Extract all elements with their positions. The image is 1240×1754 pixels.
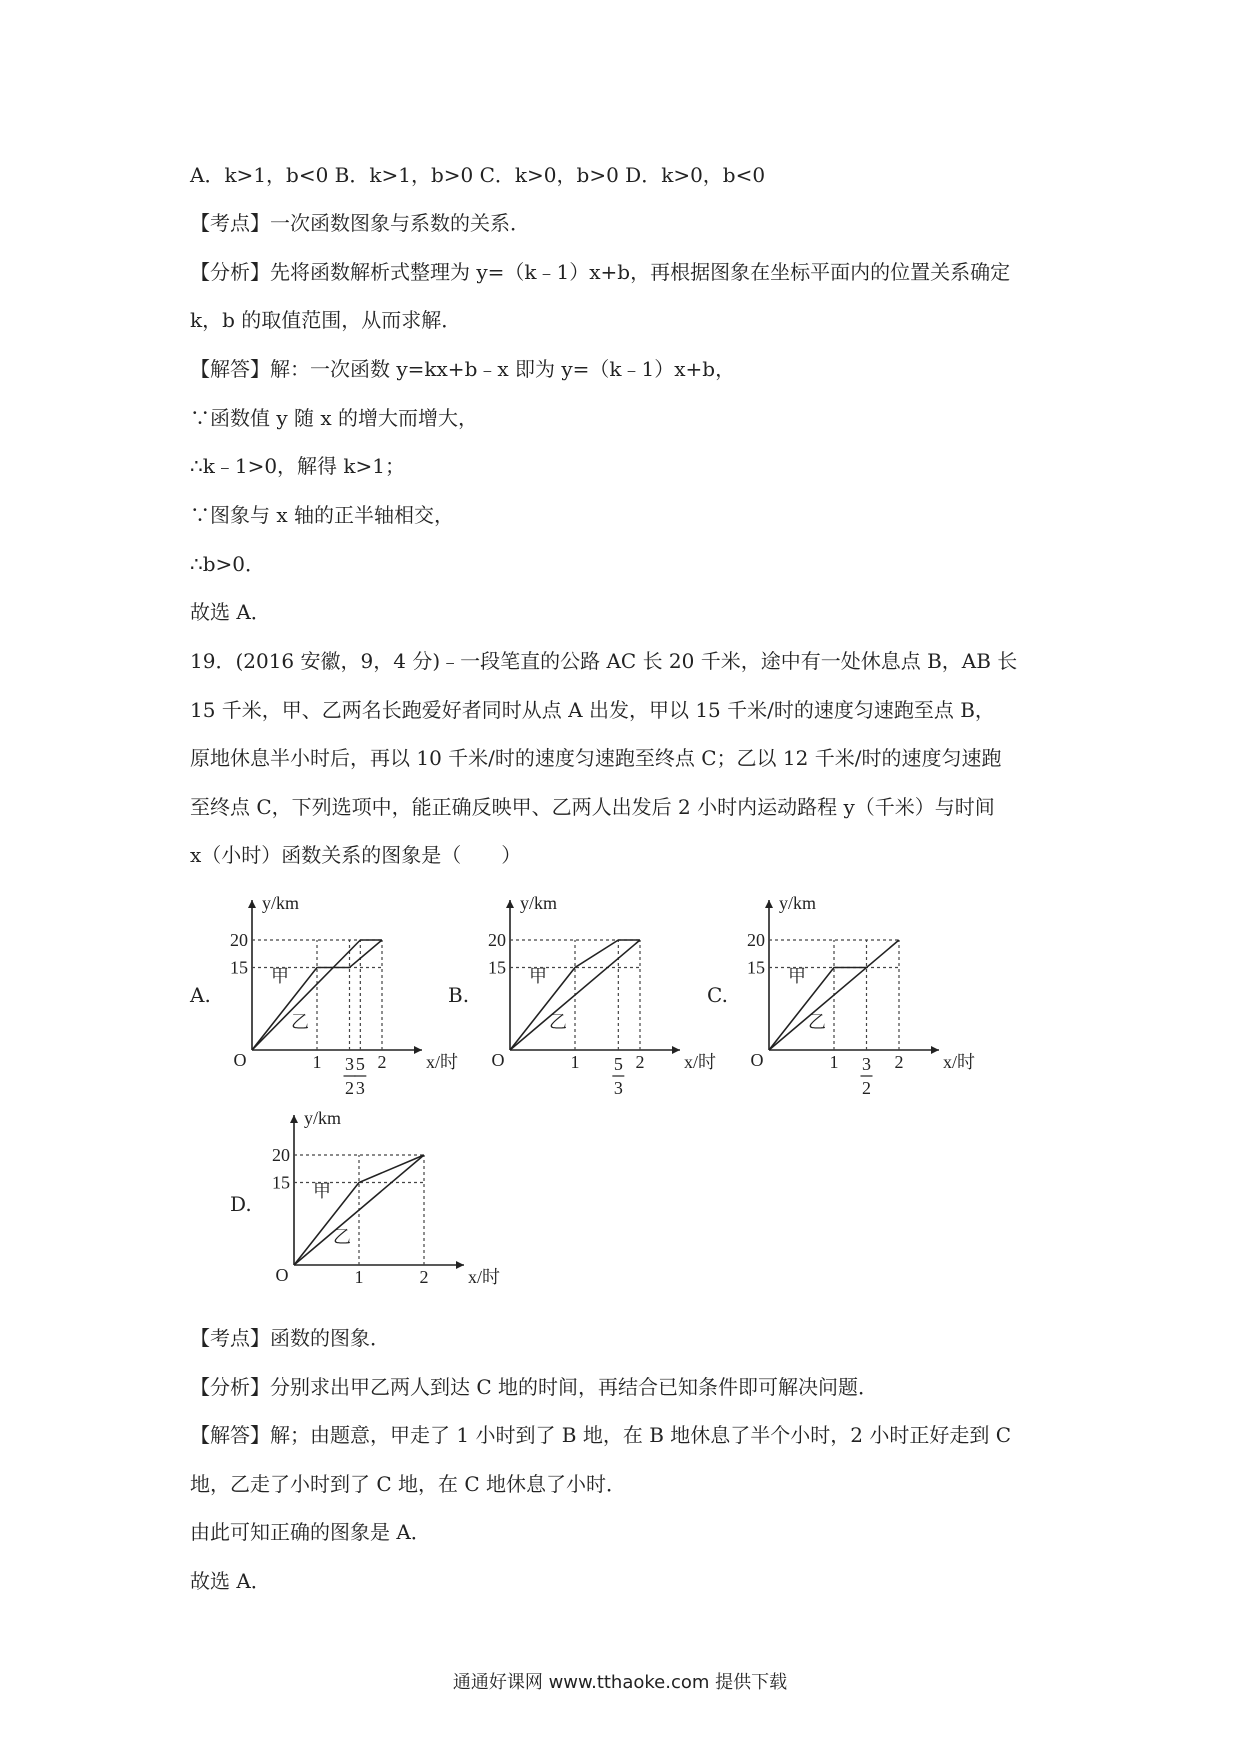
y-tick-label: 15 (488, 957, 506, 978)
text-line-14: 至终点 C，下列选项中，能正确反映甲、乙两人出发后 2 小时内运动路程 y（千米）与时间 (190, 795, 995, 819)
x-tick-denominator: 3 (355, 1078, 365, 1098)
option-b-label: B. (448, 983, 470, 1007)
y-axis-arrow (506, 900, 514, 908)
text-line-9: ∴b>0． (190, 552, 266, 576)
origin-label: O (491, 1050, 505, 1070)
text-line-16: 【考点】函数的图象． (190, 1326, 390, 1350)
text-line-21: 故选 A． (190, 1569, 271, 1593)
x-tick-label: 1 (354, 1267, 364, 1287)
text-line-17: 【分析】分别求出甲乙两人到达 C 地的时间，再结合已知条件即可解决问题． (190, 1375, 879, 1399)
graph-d (272, 1108, 501, 1300)
x-tick-numerator: 3 (345, 1054, 354, 1074)
text-line-13: 原地休息半小时后，再以 10 千米/时的速度匀速跑至终点 C；乙以 12 千米/时的速度匀速跑 (190, 746, 1002, 770)
text-line-12: 15 千米，甲、乙两名长跑爱好者同时从点 A 出发，甲以 15 千米/时的速度匀速跑至点 B， (190, 698, 995, 722)
origin-label: O (233, 1050, 247, 1070)
x-axis-arrow (414, 1046, 422, 1054)
x-tick-numerator: 5 (355, 1054, 365, 1074)
option-c-label: C. (707, 983, 728, 1007)
x-axis-label: x/时 (943, 1052, 976, 1072)
x-tick-numerator: 5 (613, 1054, 623, 1074)
x-axis-label: x/时 (468, 1267, 501, 1287)
text-line-2: 【考点】一次函数图象与系数的关系． (190, 211, 530, 235)
text-line-15: x（小时）函数关系的图象是（ ） (190, 843, 522, 867)
x-tick-denominator: 2 (862, 1078, 871, 1098)
text-line-18: 【解答】解；由题意，甲走了 1 小时到了 B 地，在 B 地休息了半个小时，2 小时正好走到 C (190, 1423, 1012, 1447)
text-line-10: 故选 A． (190, 600, 271, 624)
series-yi-line (294, 1155, 424, 1265)
x-axis-arrow (456, 1261, 464, 1269)
x-tick-label: 2 (894, 1052, 904, 1072)
x-tick-label: 2 (377, 1052, 387, 1072)
footer: 通通好课网 www.tthaoke.com 提供下载 (452, 1672, 788, 1693)
text-line-3: 【分析】先将函数解析式整理为 y=（k﹣1）x+b，再根据图象在坐标平面内的位置关系确定 (190, 260, 1011, 284)
y-axis-arrow (248, 900, 256, 908)
y-tick-label: 15 (747, 957, 765, 978)
x-axis-arrow (931, 1046, 939, 1054)
y-tick-label: 15 (230, 957, 248, 978)
y-axis-arrow (290, 1115, 298, 1123)
text-line-1: A．k>1，b<0 B．k>1，b>0 C．k>0，b>0 D．k>0，b<0 (190, 163, 766, 187)
x-tick-label: 2 (635, 1052, 645, 1072)
graph-a (230, 893, 459, 1098)
y-axis-label: y/km (262, 893, 300, 913)
x-tick-label: 2 (419, 1267, 429, 1287)
text-line-7: ∴k﹣1>0，解得 k>1； (190, 454, 406, 478)
y-tick-label: 20 (747, 930, 765, 950)
text-line-19: 地，乙走了小时到了 C 地，在 C 地休息了小时． (190, 1472, 627, 1496)
y-axis-arrow (765, 900, 773, 908)
option-a-label: A. (190, 983, 211, 1007)
text-line-5: 【解答】解：一次函数 y=kx+b﹣x 即为 y=（k﹣1）x+b， (190, 357, 736, 381)
text-line-20: 由此可知正确的图象是 A． (190, 1520, 431, 1544)
origin-label: O (275, 1265, 289, 1285)
series-yi-line (510, 940, 640, 1050)
x-tick-denominator: 2 (345, 1078, 354, 1098)
series-yi-label: 乙 (549, 1012, 567, 1032)
x-tick-denominator: 3 (613, 1078, 623, 1098)
origin-label: O (750, 1050, 764, 1070)
y-axis-label: y/km (520, 893, 558, 913)
series-yi-label: 乙 (333, 1227, 351, 1247)
series-yi-label: 乙 (808, 1012, 826, 1032)
graph-c (747, 893, 976, 1098)
text-line-4: k，b 的取值范围，从而求解． (190, 308, 462, 332)
series-jia-label: 甲 (529, 966, 547, 986)
y-tick-label: 20 (230, 930, 248, 950)
series-yi-line (769, 940, 899, 1050)
y-tick-label: 20 (272, 1145, 290, 1165)
series-yi-label: 乙 (291, 1012, 309, 1032)
x-tick-label: 1 (312, 1052, 322, 1072)
x-tick-label: 1 (570, 1052, 580, 1072)
text-line-11: 19．(2016 安徽，9，4 分)﹣一段笔直的公路 AC 长 20 千米，途中有一处休息点 B，AB 长 (190, 649, 1018, 673)
x-axis-arrow (672, 1046, 680, 1054)
series-jia-label: 甲 (788, 966, 806, 986)
x-axis-label: x/时 (684, 1052, 717, 1072)
graph-b (488, 893, 717, 1098)
series-jia-label: 甲 (271, 966, 289, 986)
text-line-6: ∵函数值 y 随 x 的增大而增大， (190, 406, 479, 430)
y-axis-label: y/km (304, 1108, 342, 1128)
x-axis-label: x/时 (426, 1052, 459, 1072)
y-tick-label: 15 (272, 1172, 290, 1193)
x-tick-label: 1 (829, 1052, 839, 1072)
y-tick-label: 20 (488, 930, 506, 950)
series-jia-label: 甲 (313, 1181, 331, 1201)
y-axis-label: y/km (779, 893, 817, 913)
option-d-label: D. (230, 1192, 252, 1216)
x-tick-numerator: 3 (862, 1054, 871, 1074)
text-line-8: ∵图象与 x 轴的正半轴相交， (190, 503, 454, 527)
